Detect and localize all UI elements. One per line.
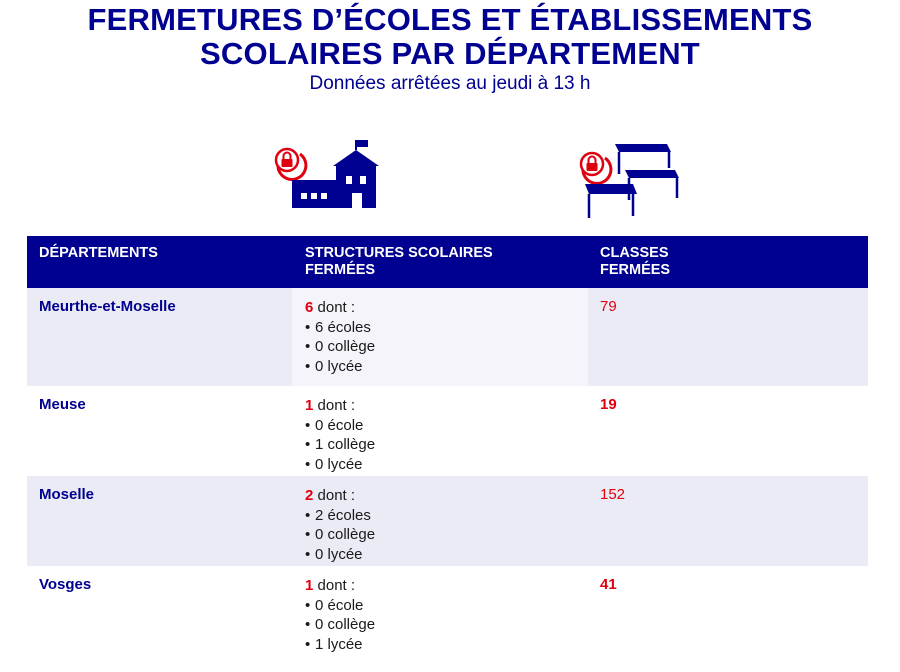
classes-count: 41 (600, 576, 617, 593)
list-item: • 0 école (305, 416, 375, 436)
structures-total: 1 (305, 577, 314, 594)
list-item: • 0 collège (305, 525, 375, 545)
list-item: • 0 collège (305, 337, 375, 357)
structures-cell: 2 dont : • 2 écoles • 0 collège • 0 lycée (305, 486, 375, 564)
department-name: Vosges (39, 576, 92, 593)
list-item: • 1 lycée (305, 635, 375, 655)
department-name: Meuse (39, 396, 86, 413)
school-closed-icon (270, 138, 385, 210)
page-title-line1: FERMETURES D’ÉCOLES ET ÉTABLISSEMENTS (87, 2, 813, 37)
table-row (27, 566, 868, 656)
closures-table (27, 236, 868, 656)
structures-total: 2 (305, 487, 314, 504)
list-item: • 0 école (305, 596, 375, 616)
classes-count: 19 (600, 396, 617, 413)
header-departements: DÉPARTEMENTS (39, 245, 158, 261)
list-item: • 0 lycée (305, 545, 375, 565)
page-subtitle: Données arrêtées au jeudi à 13 h (309, 73, 591, 94)
table-row (27, 476, 868, 566)
structures-cell: 6 dont : • 6 écoles • 0 collège • 0 lycée (305, 298, 375, 376)
classes-count: 152 (600, 486, 626, 503)
table-header (27, 236, 868, 288)
structures-cell: 1 dont : • 0 école • 0 collège • 1 lycée (305, 576, 375, 654)
structures-cell: 1 dont : • 0 école • 1 collège • 0 lycée (305, 396, 375, 474)
header-structures: STRUCTURES SCOLAIRES FERMÉES (305, 245, 493, 278)
table-row (27, 386, 868, 476)
table-row (27, 288, 868, 386)
structures-total: 1 (305, 397, 314, 414)
list-item: • 6 écoles (305, 318, 375, 338)
classes-count: 79 (600, 298, 617, 315)
list-item: • 2 écoles (305, 506, 375, 526)
department-name: Meurthe-et-Moselle (39, 298, 176, 315)
department-name: Moselle (39, 486, 95, 503)
list-item: • 0 lycée (305, 357, 375, 377)
list-item: • 1 collège (305, 435, 375, 455)
page-title-line2: SCOLAIRES PAR DÉPARTEMENT (200, 36, 700, 71)
header-classes: CLASSES FERMÉES (600, 245, 671, 278)
structures-total: 6 (305, 299, 314, 316)
list-item: • 0 collège (305, 615, 375, 635)
list-item: • 0 lycée (305, 455, 375, 475)
classes-closed-icon (575, 140, 685, 220)
